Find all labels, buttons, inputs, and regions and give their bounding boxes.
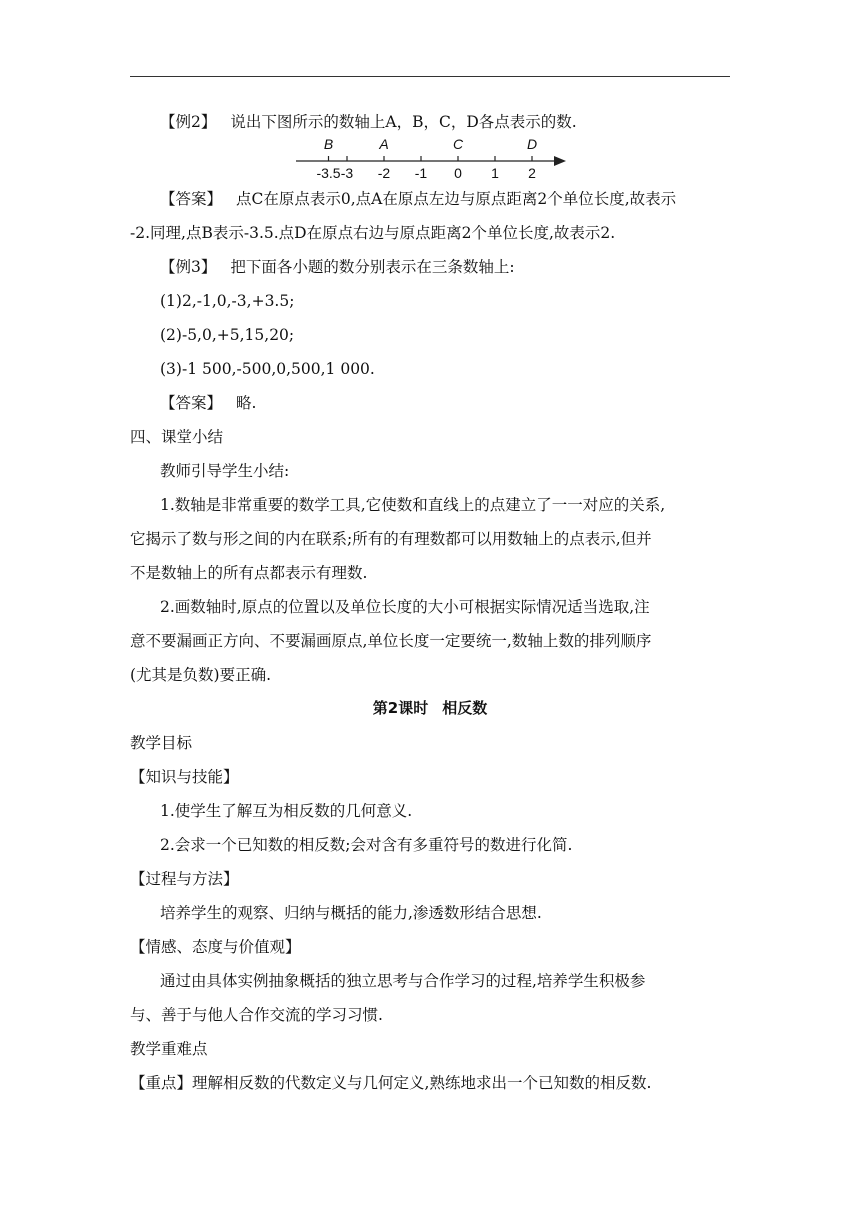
tick-label: 2	[528, 165, 536, 180]
summary-heading: 四、课堂小结	[130, 428, 224, 446]
answer-tag: 【答案】	[160, 190, 223, 208]
example2-answer-line2: -2.同理,点B表示-3.5.点D在原点右边与原点距离2个单位长度,故表示2.	[130, 224, 616, 242]
example2-answer-line1	[160, 188, 780, 210]
summary-intro: 教师引导学生小结:	[160, 462, 290, 480]
example3-text: 把下面各小题的数分别表示在三条数轴上:	[230, 258, 515, 276]
answer-text: 点C在原点表示0,点A在原点左边与原点距离2个单位长度,故表示	[236, 190, 677, 208]
tick-label: -2	[377, 165, 391, 180]
summary-p1-line3: 不是数轴上的所有点都表示有理数.	[130, 564, 368, 582]
point-label-b: B	[323, 136, 334, 152]
example3-question	[160, 256, 780, 278]
key-points-heading: 教学重难点	[130, 1040, 208, 1058]
tick-label: 0	[454, 165, 462, 180]
knowledge-item-1: 1.使学生了解互为相反数的几何意义.	[160, 802, 413, 820]
example3-answer	[160, 392, 780, 414]
lesson-title-topic: 相反数	[442, 699, 488, 717]
example2-question	[160, 111, 780, 133]
goals-heading: 教学目标	[130, 734, 193, 752]
tick-label: -3.5	[316, 165, 341, 180]
answer-text: 略.	[236, 394, 257, 412]
tick-label: -1	[414, 165, 428, 180]
summary-p1-line2: 它揭示了数与形之间的内在联系;所有的有理数都可以用数轴上的点表示,但并	[130, 530, 652, 548]
focus-text: 理解相反数的代数定义与几何定义,熟练地求出一个已知数的相反数.	[192, 1074, 652, 1092]
number-line-arrow	[554, 156, 566, 166]
lesson-title	[130, 697, 730, 719]
example2-text: 说出下图所示的数轴上A，B，C，D各点表示的数.	[230, 113, 577, 131]
emotion-line1: 通过由具体实例抽象概括的独立思考与合作学习的过程,培养学生积极参	[160, 972, 646, 990]
example3-item-1: (1)2,-1,0,-3,+3.5;	[160, 292, 295, 310]
knowledge-item-2: 2.会求一个已知数的相反数;会对含有多重符号的数进行化简.	[160, 836, 573, 854]
tick-label: 1	[491, 165, 499, 180]
example3-item-3: (3)-1 500,-500,0,500,1 000.	[160, 360, 375, 378]
knowledge-heading: 【知识与技能】	[130, 768, 239, 786]
summary-p2-line1: 2.画数轴时,原点的位置以及单位长度的大小可根据实际情况适当选取,注	[160, 598, 650, 616]
answer-tag: 【答案】	[160, 394, 223, 412]
summary-p1-line1: 1.数轴是非常重要的数学工具,它使数和直线上的点建立了一一对应的关系,	[160, 496, 666, 514]
tick-label: -3	[340, 165, 354, 180]
emotion-line2: 与、善于与他人合作交流的学习习惯.	[130, 1006, 383, 1024]
number-line	[290, 132, 580, 180]
focus-tag: 【重点】	[130, 1074, 193, 1092]
example3-tag: 【例3】	[160, 258, 217, 276]
header-rule	[130, 76, 730, 77]
point-label-c: C	[452, 136, 464, 152]
example3-item-2: (2)-5,0,+5,15,20;	[160, 326, 295, 344]
point-label-a: A	[379, 136, 389, 152]
process-heading: 【过程与方法】	[130, 870, 239, 888]
lesson-title-number: 第2课时	[372, 699, 429, 717]
example2-tag: 【例2】	[160, 113, 217, 131]
point-label-d: D	[526, 136, 538, 152]
emotion-heading: 【情感、态度与价值观】	[130, 938, 301, 956]
summary-p2-line2: 意不要漏画正方向、不要漏画原点,单位长度一定要统一,数轴上数的排列顺序	[130, 632, 652, 650]
summary-p2-line3: (尤其是负数)要正确.	[130, 666, 272, 684]
process-item: 培养学生的观察、归纳与概括的能力,渗透数形结合思想.	[160, 904, 542, 922]
focus-line	[130, 1072, 750, 1094]
